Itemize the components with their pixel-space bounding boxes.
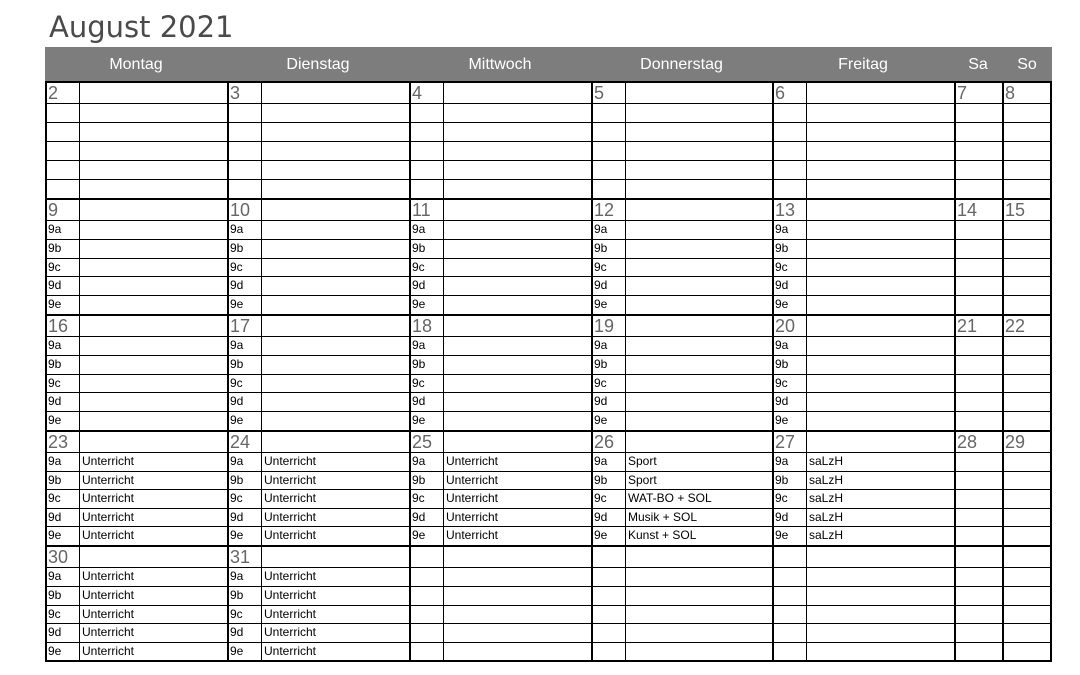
- row-line: [45, 642, 1052, 643]
- lesson-entry: Unterricht: [264, 569, 317, 583]
- day-number: 10: [230, 200, 251, 220]
- lesson-entry: saLzH: [809, 454, 844, 468]
- class-label: 9c: [775, 376, 788, 390]
- class-label: 9b: [775, 357, 789, 371]
- class-label: 9a: [594, 454, 608, 468]
- lesson-entry: Unterricht: [82, 588, 135, 602]
- row-line: [45, 411, 1052, 412]
- calendar-title: August 2021: [49, 10, 234, 44]
- day-separator: [591, 81, 593, 662]
- day-number: 3: [230, 83, 241, 103]
- class-label: 9d: [775, 278, 789, 292]
- day-number: 9: [48, 200, 59, 220]
- class-label: 9a: [230, 222, 244, 236]
- class-label: 9e: [230, 644, 244, 658]
- lesson-entry: Unterricht: [82, 569, 135, 583]
- class-label: 9b: [775, 473, 789, 487]
- week-separator: [45, 430, 1052, 432]
- label-separator: [79, 81, 80, 662]
- lesson-entry: Unterricht: [264, 644, 317, 658]
- weekday-header-so: So: [1017, 56, 1037, 73]
- class-label: 9c: [48, 491, 61, 505]
- class-label: 9a: [48, 569, 62, 583]
- day-number: 17: [230, 316, 251, 336]
- lesson-entry: Unterricht: [446, 454, 499, 468]
- class-label: 9d: [412, 510, 426, 524]
- class-label: 9c: [230, 376, 243, 390]
- class-label: 9b: [48, 241, 62, 255]
- day-separator: [954, 81, 956, 662]
- day-number: 4: [412, 83, 423, 103]
- week-separator: [45, 314, 1052, 316]
- class-label: 9b: [48, 357, 62, 371]
- day-number: 13: [775, 200, 796, 220]
- class-label: 9a: [775, 222, 789, 236]
- class-label: 9e: [594, 413, 608, 427]
- label-separator: [625, 81, 626, 662]
- day-number: 27: [775, 432, 796, 452]
- grid-border-top: [45, 81, 1052, 83]
- class-label: 9a: [594, 222, 608, 236]
- lesson-entry: Unterricht: [82, 625, 135, 639]
- class-label: 9c: [412, 491, 425, 505]
- row-line: [45, 295, 1052, 296]
- class-label: 9c: [48, 607, 61, 621]
- class-label: 9c: [48, 260, 61, 274]
- class-label: 9c: [48, 376, 61, 390]
- class-label: 9b: [412, 473, 426, 487]
- row-line: [45, 103, 1052, 104]
- row-line: [45, 160, 1052, 161]
- day-number: 15: [1005, 200, 1026, 220]
- row-line: [45, 276, 1052, 277]
- class-label: 9c: [594, 376, 607, 390]
- class-label: 9a: [412, 454, 426, 468]
- day-separator: [1002, 81, 1004, 662]
- class-label: 9d: [230, 394, 244, 408]
- class-label: 9b: [594, 473, 608, 487]
- row-line: [45, 336, 1052, 337]
- class-label: 9b: [230, 241, 244, 255]
- class-label: 9b: [594, 241, 608, 255]
- row-line: [45, 258, 1052, 259]
- day-separator: [227, 81, 229, 662]
- row-line: [45, 526, 1052, 527]
- lesson-entry: Unterricht: [264, 625, 317, 639]
- class-label: 9b: [48, 473, 62, 487]
- weekday-header-mittwoch: Mittwoch: [468, 56, 532, 73]
- class-label: 9d: [412, 278, 426, 292]
- class-label: 9d: [48, 278, 62, 292]
- class-label: 9c: [230, 491, 243, 505]
- class-label: 9c: [412, 260, 425, 274]
- row-line: [45, 623, 1052, 624]
- lesson-entry: Unterricht: [446, 510, 499, 524]
- day-number: 5: [594, 83, 605, 103]
- class-label: 9c: [594, 491, 607, 505]
- row-line: [45, 452, 1052, 453]
- lesson-entry: Unterricht: [264, 588, 317, 602]
- day-number: 12: [594, 200, 615, 220]
- class-label: 9b: [412, 357, 426, 371]
- grid-border-bottom: [45, 660, 1052, 662]
- class-label: 9d: [48, 625, 62, 639]
- day-number: 14: [957, 200, 978, 220]
- label-separator: [443, 81, 444, 662]
- class-label: 9e: [230, 413, 244, 427]
- class-label: 9a: [48, 338, 62, 352]
- class-label: 9b: [594, 357, 608, 371]
- lesson-entry: Unterricht: [82, 473, 135, 487]
- class-label: 9b: [412, 241, 426, 255]
- row-line: [45, 122, 1052, 123]
- class-label: 9d: [594, 394, 608, 408]
- class-label: 9d: [48, 510, 62, 524]
- day-number: 25: [412, 432, 433, 452]
- label-separator: [806, 81, 807, 662]
- row-line: [45, 508, 1052, 509]
- class-label: 9c: [412, 376, 425, 390]
- row-line: [45, 586, 1052, 587]
- grid-border-right: [1050, 81, 1052, 662]
- class-label: 9c: [775, 491, 788, 505]
- lesson-entry: saLzH: [809, 510, 844, 524]
- lesson-entry: Unterricht: [446, 528, 499, 542]
- class-label: 9d: [230, 510, 244, 524]
- row-line: [45, 605, 1052, 606]
- weekday-header-dienstag: Dienstag: [286, 56, 350, 73]
- lesson-entry: Unterricht: [446, 473, 499, 487]
- row-line: [45, 179, 1052, 180]
- day-number: 7: [957, 83, 968, 103]
- lesson-entry: Musik + SOL: [628, 510, 698, 524]
- day-number: 20: [775, 316, 796, 336]
- lesson-entry: saLzH: [809, 528, 844, 542]
- lesson-entry: Unterricht: [82, 528, 135, 542]
- row-line: [45, 489, 1052, 490]
- class-label: 9e: [48, 528, 62, 542]
- class-label: 9d: [775, 394, 789, 408]
- class-label: 9a: [594, 338, 608, 352]
- class-label: 9e: [48, 297, 62, 311]
- day-number: 21: [957, 316, 978, 336]
- row-line: [45, 374, 1052, 375]
- row-line: [45, 239, 1052, 240]
- day-number: 22: [1005, 316, 1026, 336]
- week-separator: [45, 545, 1052, 547]
- class-label: 9a: [48, 222, 62, 236]
- weekday-header-montag: Montag: [109, 56, 163, 73]
- week-separator: [45, 198, 1052, 200]
- day-number: 23: [48, 432, 69, 452]
- class-label: 9e: [775, 297, 789, 311]
- class-label: 9e: [775, 413, 789, 427]
- lesson-entry: Unterricht: [82, 510, 135, 524]
- day-number: 24: [230, 432, 251, 452]
- class-label: 9d: [230, 625, 244, 639]
- class-label: 9a: [412, 222, 426, 236]
- day-number: 18: [412, 316, 433, 336]
- label-separator: [261, 81, 262, 662]
- class-label: 9e: [48, 644, 62, 658]
- weekday-header-donnerstag: Donnerstag: [640, 56, 723, 73]
- day-number: 26: [594, 432, 615, 452]
- class-label: 9d: [594, 510, 608, 524]
- lesson-entry: Unterricht: [82, 644, 135, 658]
- lesson-entry: Sport: [628, 473, 657, 487]
- class-label: 9a: [775, 338, 789, 352]
- class-label: 9e: [412, 297, 426, 311]
- day-number: 28: [957, 432, 978, 452]
- class-label: 9a: [775, 454, 789, 468]
- class-label: 9e: [230, 528, 244, 542]
- day-number: 2: [48, 83, 59, 103]
- lesson-entry: Unterricht: [82, 491, 135, 505]
- class-label: 9e: [48, 413, 62, 427]
- class-label: 9d: [412, 394, 426, 408]
- lesson-entry: WAT-BO + SOL: [628, 491, 712, 505]
- class-label: 9b: [230, 357, 244, 371]
- class-label: 9a: [230, 454, 244, 468]
- day-number: 6: [775, 83, 786, 103]
- class-label: 9a: [230, 338, 244, 352]
- lesson-entry: Unterricht: [82, 607, 135, 621]
- row-line: [45, 392, 1052, 393]
- class-label: 9b: [48, 588, 62, 602]
- day-number: 11: [412, 200, 431, 220]
- class-label: 9c: [594, 260, 607, 274]
- lesson-entry: Unterricht: [82, 454, 135, 468]
- lesson-entry: Unterricht: [264, 491, 317, 505]
- day-number: 16: [48, 316, 69, 336]
- calendar-grid: [45, 81, 1052, 662]
- lesson-entry: Kunst + SOL: [628, 528, 697, 542]
- grid-border-left: [45, 81, 47, 662]
- class-label: 9a: [230, 569, 244, 583]
- lesson-entry: Unterricht: [264, 510, 317, 524]
- class-label: 9d: [775, 510, 789, 524]
- lesson-entry: saLzH: [809, 473, 844, 487]
- class-label: 9e: [412, 413, 426, 427]
- class-label: 9a: [412, 338, 426, 352]
- class-label: 9e: [412, 528, 426, 542]
- weekday-header-freitag: Freitag: [838, 56, 888, 73]
- day-separator: [409, 81, 411, 662]
- class-label: 9d: [594, 278, 608, 292]
- class-label: 9b: [230, 473, 244, 487]
- class-label: 9b: [230, 588, 244, 602]
- class-label: 9c: [230, 260, 243, 274]
- class-label: 9a: [48, 454, 62, 468]
- day-number: 31: [230, 547, 251, 567]
- class-label: 9e: [775, 528, 789, 542]
- weekday-header-sa: Sa: [968, 56, 988, 73]
- lesson-entry: Unterricht: [264, 473, 317, 487]
- day-number: 29: [1005, 432, 1026, 452]
- lesson-entry: Unterricht: [446, 491, 499, 505]
- class-label: 9c: [230, 607, 243, 621]
- class-label: 9e: [230, 297, 244, 311]
- row-line: [45, 567, 1052, 568]
- row-line: [45, 141, 1052, 142]
- class-label: 9b: [775, 241, 789, 255]
- weekday-header: [45, 47, 1052, 81]
- lesson-entry: Unterricht: [264, 528, 317, 542]
- day-number: 30: [48, 547, 69, 567]
- day-number: 19: [594, 316, 615, 336]
- lesson-entry: Unterricht: [264, 454, 317, 468]
- row-line: [45, 220, 1052, 221]
- day-separator: [772, 81, 774, 662]
- class-label: 9c: [775, 260, 788, 274]
- day-number: 8: [1005, 83, 1016, 103]
- class-label: 9d: [230, 278, 244, 292]
- lesson-entry: Sport: [628, 454, 657, 468]
- lesson-entry: saLzH: [809, 491, 844, 505]
- row-line: [45, 471, 1052, 472]
- lesson-entry: Unterricht: [264, 607, 317, 621]
- row-line: [45, 355, 1052, 356]
- class-label: 9e: [594, 528, 608, 542]
- class-label: 9d: [48, 394, 62, 408]
- class-label: 9e: [594, 297, 608, 311]
